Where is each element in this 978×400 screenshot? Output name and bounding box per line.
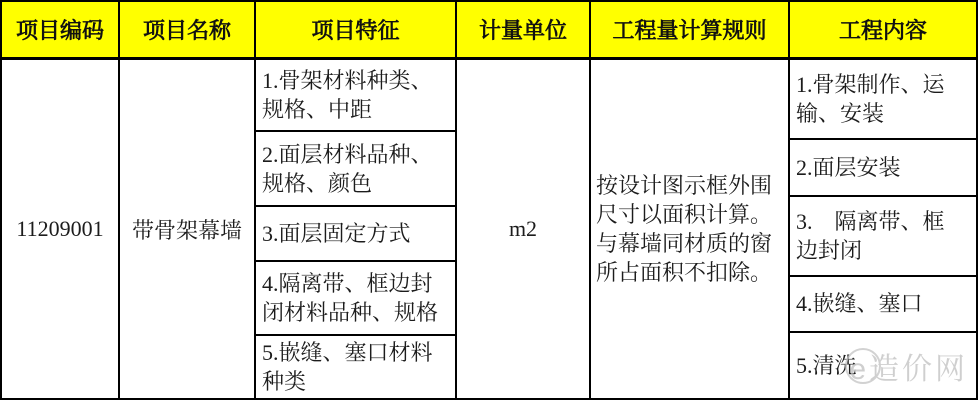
header-cell-project-features: 项目特征: [256, 2, 457, 60]
feature-item: 2.面层材料品种、规格、颜色: [256, 132, 455, 206]
content-item: 1.骨架制作、运输、安装: [790, 60, 976, 140]
cell-measurement-unit: m2: [457, 60, 591, 398]
header-cell-calculation-rules: 工程量计算规则: [591, 2, 790, 60]
header-cell-measurement-unit: 计量单位: [457, 2, 591, 60]
cell-project-code: 11209001: [2, 60, 120, 398]
header-cell-project-code: 项目编码: [2, 2, 120, 60]
content-item: 5.清洗: [796, 352, 857, 378]
watermark-text: e造价网: [849, 353, 968, 386]
feature-item: 3.面层固定方式: [256, 207, 455, 262]
feature-item: 4.隔离带、框边封闭材料品种、规格: [256, 262, 455, 336]
header-cell-project-name: 项目名称: [120, 2, 256, 60]
feature-item: 1.骨架材料种类、规格、中距: [256, 60, 455, 132]
table-body-row: [2, 60, 976, 398]
content-item: 4.嵌缝、塞口: [790, 277, 976, 333]
content-item: 3. 隔离带、框边封闭: [790, 197, 976, 277]
table-header-row: [2, 2, 976, 60]
cell-project-name: 带骨架幕墙: [120, 60, 256, 398]
cell-calculation-rule: 按设计图示框外围尺寸以面积计算。与幕墙同材质的窗所占面积不扣除。: [591, 60, 790, 398]
cell-project-features: [256, 60, 457, 398]
header-cell-work-content: 工程内容: [790, 2, 976, 60]
cell-work-content: [790, 60, 976, 398]
feature-item: 5.嵌缝、塞口材料种类: [262, 339, 433, 394]
content-item: 2.面层安装: [790, 140, 976, 197]
